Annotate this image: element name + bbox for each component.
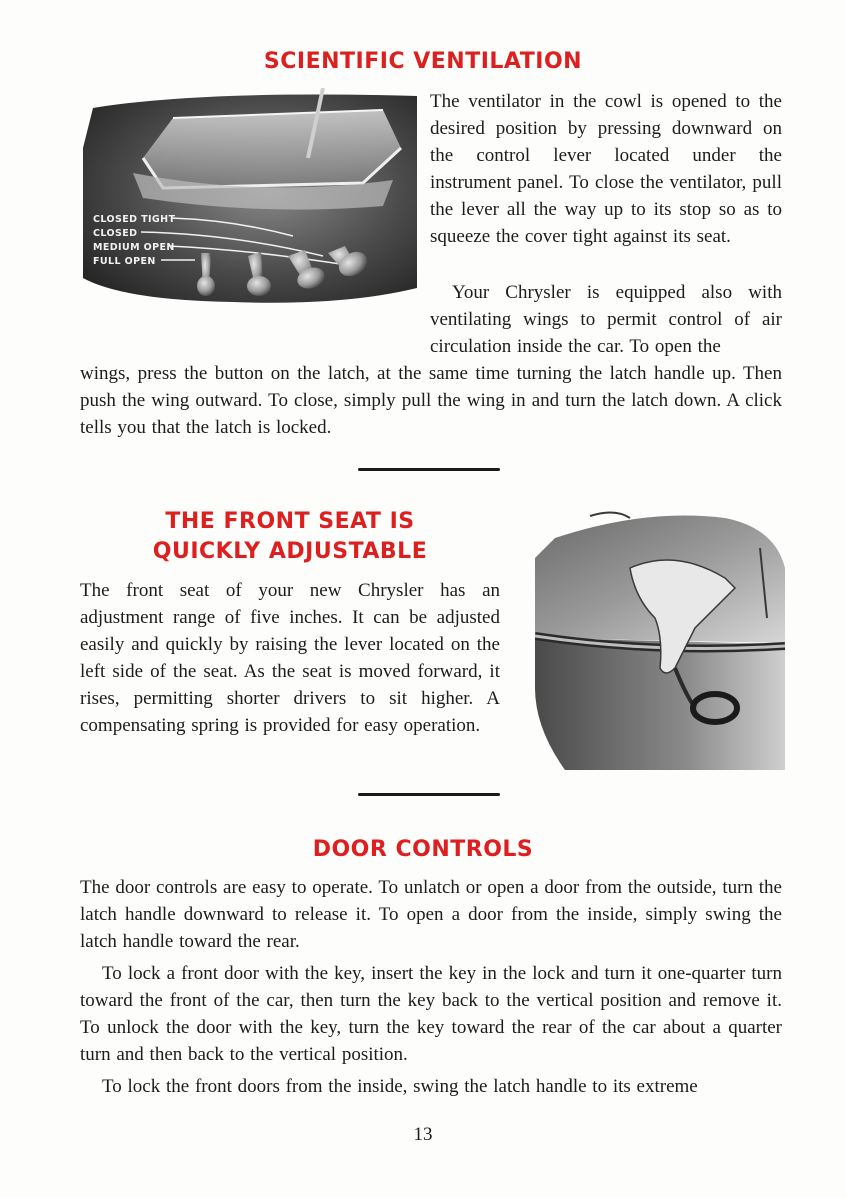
label-medium-open: MEDIUM OPEN: [93, 242, 175, 253]
ventilation-paragraph-2-bottom: wings, press the button on the latch, at the same time turning the latch handle up. Then push the wing outward. To close, simply pull the wing in and turn the latch down. A click tells you that the latch is locked.: [80, 363, 782, 438]
heading-scientific-ventilation: SCIENTIFIC VENTILATION: [263, 49, 583, 74]
section-divider-1: [358, 468, 500, 471]
door-controls-paragraph-3: To lock the front doors from the inside, swing the latch handle to its extreme: [102, 1076, 698, 1097]
front-seat-paragraph: The front seat of your new Chrysler has an adjustment range of five inches. It can be adjusted easily and quickly by raising the lever located on the left side of the seat. As the seat is moved forward, it rises, permitting shorter drivers to sit higher. A compensating spring is provided for easy operation.: [80, 580, 500, 736]
label-closed-tight: CLOSED TIGHT: [93, 214, 176, 225]
label-closed: CLOSED: [93, 228, 138, 239]
section-divider-2: [358, 793, 500, 796]
label-full-open: FULL OPEN: [93, 256, 156, 267]
ventilation-paragraph-2-top: Your Chrysler is equipped also with ventilating wings to permit control of air circulation inside the car. To open the: [430, 282, 782, 357]
door-controls-paragraph-1: The door controls are easy to operate. To unlatch or open a door from the outside, turn the latch handle downward to release it. To open a door from the inside, simply swing the latch handle toward the rear.: [80, 877, 782, 952]
heading-front-seat-line2: QUICKLY ADJUSTABLE: [152, 539, 428, 564]
heading-door-controls: DOOR CONTROLS: [312, 837, 534, 862]
seat-lever-drawing: [535, 508, 785, 770]
seat-lever-illustration: [535, 508, 785, 770]
ventilator-illustration: [83, 88, 417, 306]
ventilation-paragraph-1: The ventilator in the cowl is opened to the desired position by pressing downward on the control lever located under the instrument panel. To close the ventilator, pull the lever all the way up to its stop so as to squeeze the cover tight against its seat.: [430, 91, 782, 247]
page-number: 13: [413, 1124, 433, 1145]
heading-front-seat-line1: THE FRONT SEAT IS: [165, 509, 415, 534]
door-controls-paragraph-2: To lock a front door with the key, insert the key in the lock and turn it one-quarter turn toward the front of the car, then turn the key back to the vertical position and remove it. To unlock the door with the key, turn the key toward the rear of the car about a quarter turn and then back to the vertical position.: [80, 963, 782, 1065]
ventilator-drawing: [83, 88, 417, 306]
